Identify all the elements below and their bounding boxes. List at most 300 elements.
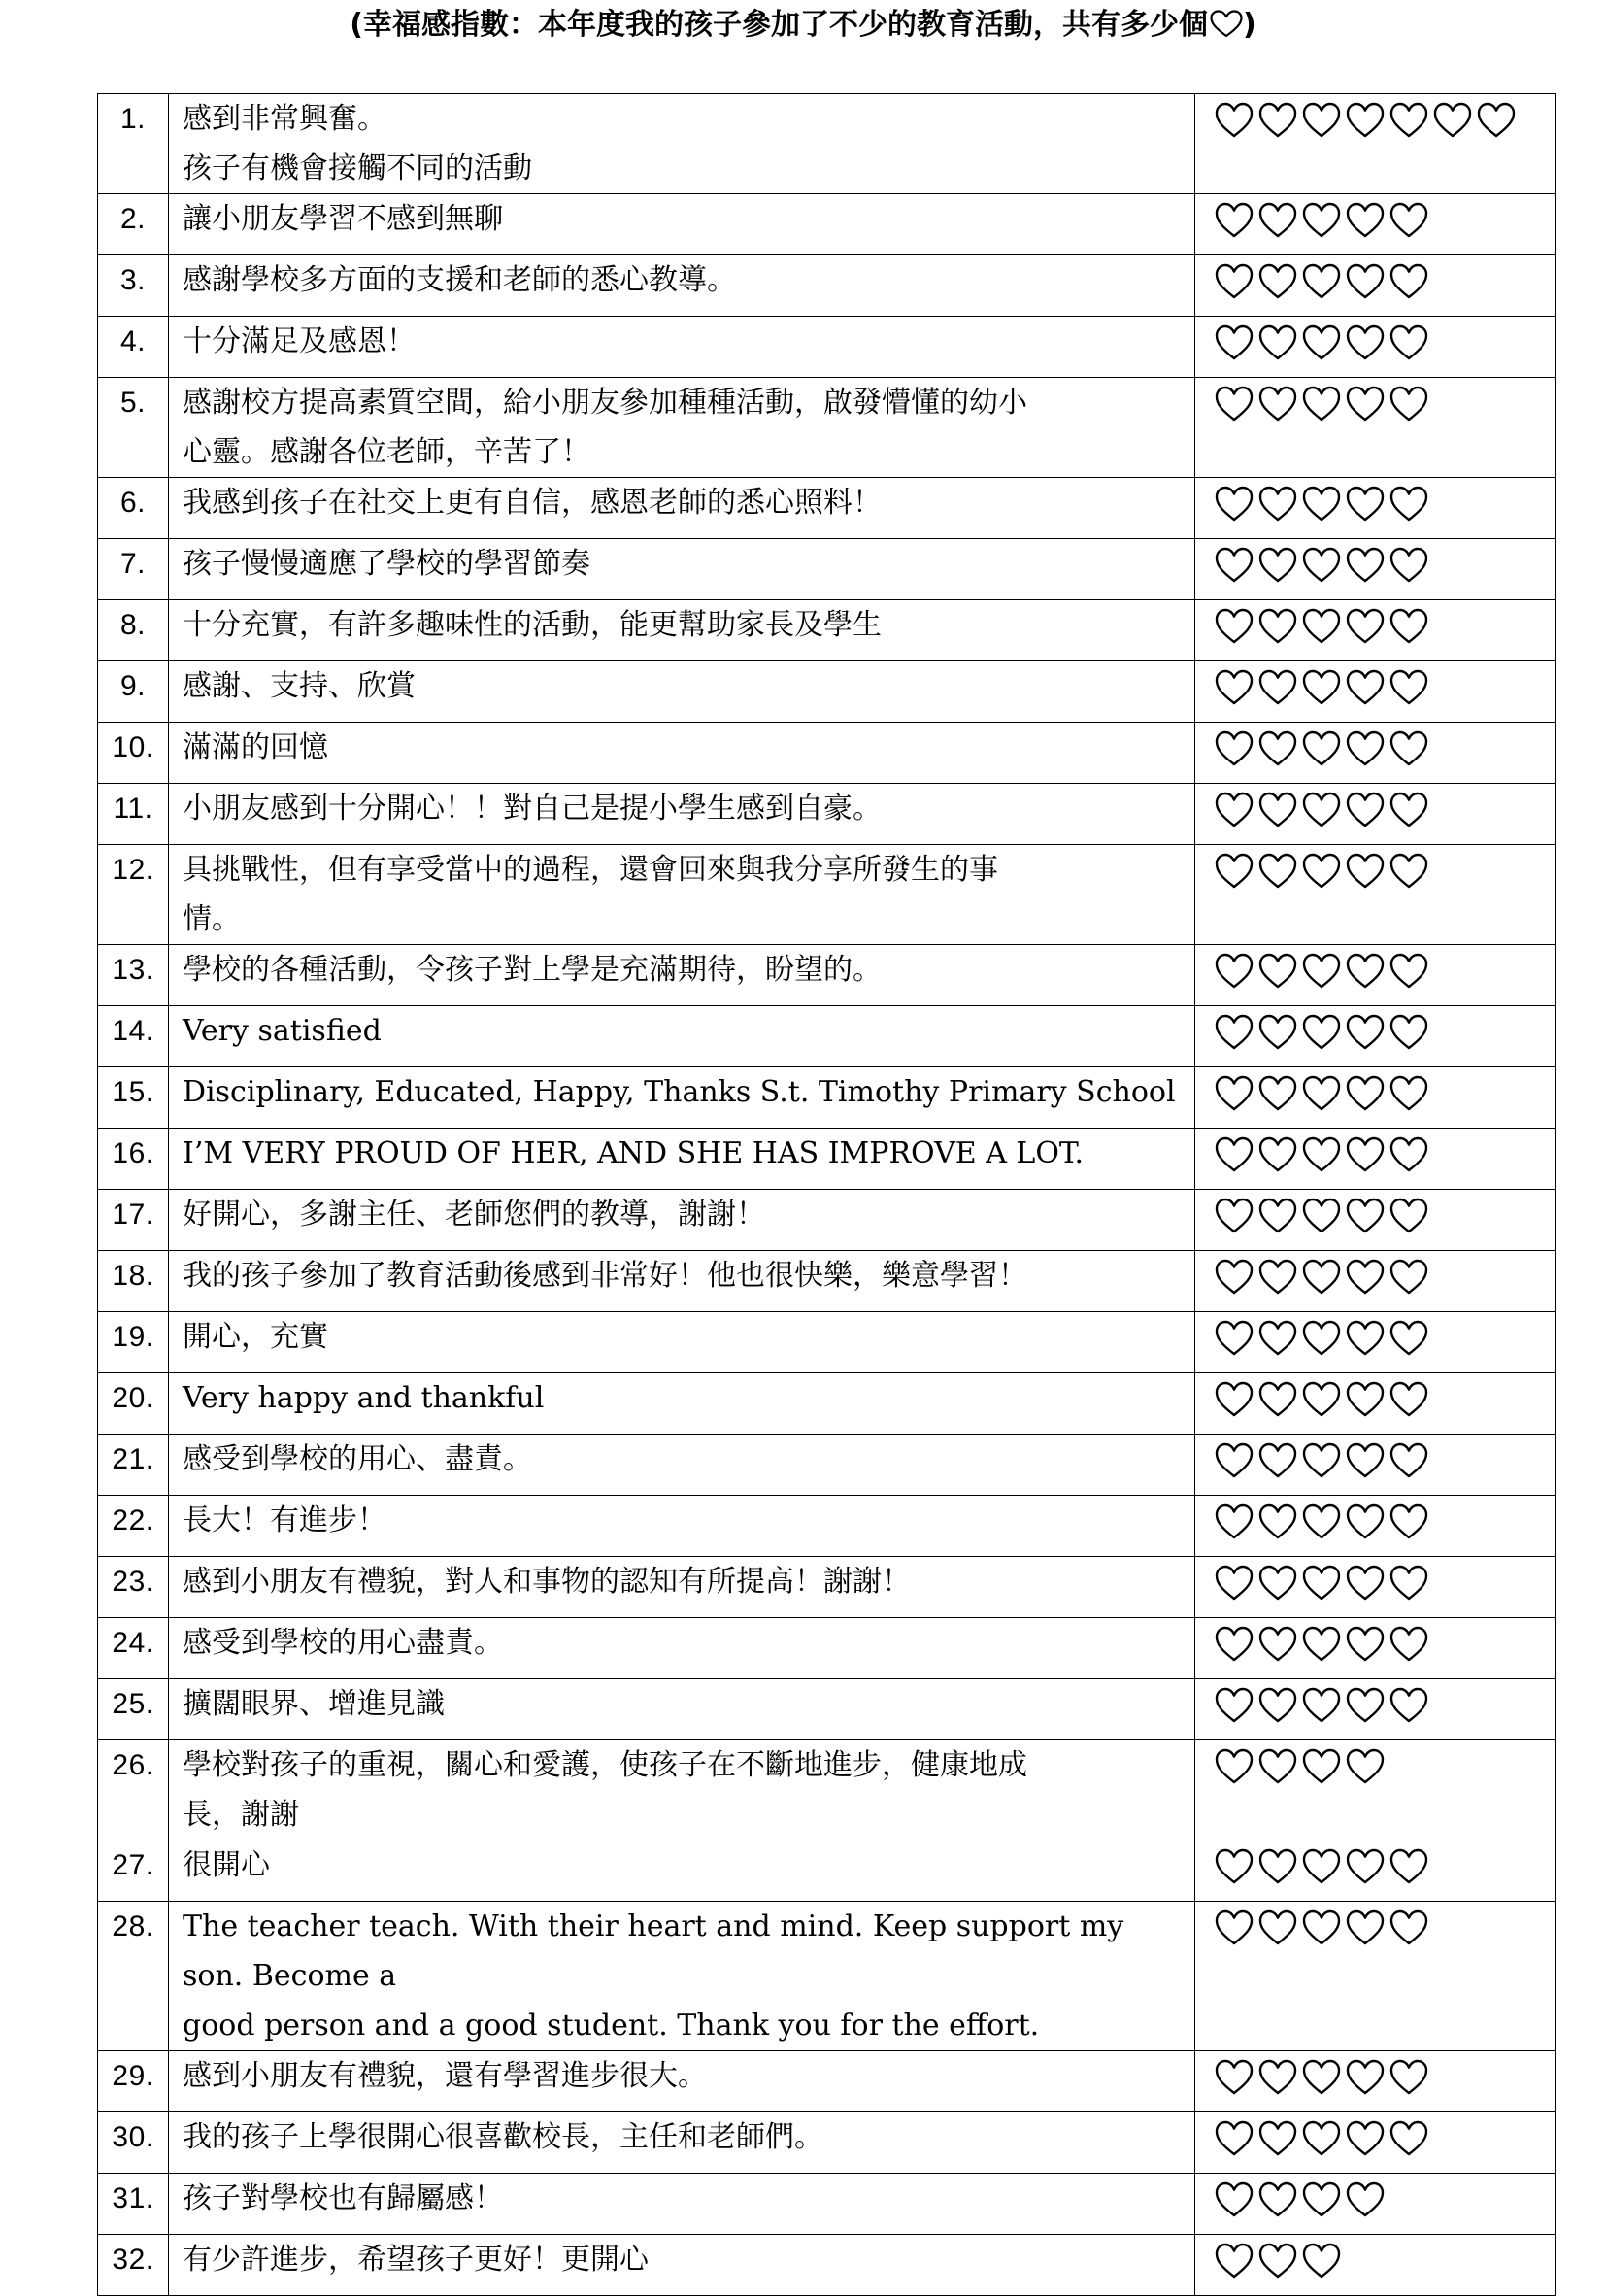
table-row (98, 661, 1556, 723)
comment-cell (169, 1312, 1195, 1373)
row-number: 7. (98, 539, 169, 600)
heart-icon (1302, 1381, 1341, 1418)
hearts-cell (1195, 1557, 1556, 1618)
heart-icon (1258, 953, 1297, 990)
row-number: 14. (98, 1006, 169, 1067)
hearts-cell (1195, 1129, 1556, 1190)
heart-icon (1346, 792, 1385, 828)
heart-icon (1258, 1503, 1297, 1540)
heart-icon (1258, 102, 1297, 139)
heart-icon (1346, 1381, 1385, 1418)
heart-icon (1215, 1381, 1254, 1418)
heart-icon (1258, 2059, 1297, 2096)
table-row (98, 1740, 1556, 1840)
hearts-cell (1195, 845, 1556, 945)
table-row (98, 1190, 1556, 1251)
comment-line: 感謝學校多方面的支援和老師的悉心教導。 (183, 263, 736, 297)
heart-icon (1302, 324, 1341, 361)
heart-icon (1258, 324, 1297, 361)
table-row (98, 378, 1556, 478)
hearts-cell (1195, 2051, 1556, 2112)
heart-icon (1389, 1381, 1428, 1418)
heart-icon (1389, 386, 1428, 422)
heart-icon (1389, 1136, 1428, 1173)
heart-icon (1346, 2120, 1385, 2157)
heart-icon (1346, 669, 1385, 706)
heart-icon (1215, 953, 1254, 990)
comment-cell (169, 194, 1195, 255)
heart-icon (1389, 669, 1428, 706)
comment-line: 感到小朋友有禮貌，還有學習進步很大。 (183, 2059, 707, 2093)
title-text: (幸福感指數：本年度我的孩子參加了不少的教育活動，共有多少個 (350, 8, 1208, 42)
heart-icon (1258, 1626, 1297, 1663)
row-number: 27. (98, 1840, 169, 1902)
heart-icon (1346, 1442, 1385, 1479)
comment-line: 十分充實，有許多趣味性的活動，能更幫助家長及學生 (183, 608, 882, 642)
table-row (98, 1129, 1556, 1190)
heart-icon (1302, 2059, 1341, 2096)
comment-cell (169, 1557, 1195, 1618)
comment-line: 我感到孩子在社交上更有自信，感恩老師的悉心照料！ (183, 486, 882, 520)
table-row (98, 2174, 1556, 2235)
heart-icon (1302, 1848, 1341, 1885)
hearts-cell (1195, 661, 1556, 723)
heart-icon (1302, 853, 1341, 890)
heart-icon (1389, 1014, 1428, 1051)
heart-icon (1210, 10, 1243, 50)
heart-icon (1389, 792, 1428, 828)
heart-icon (1302, 547, 1341, 584)
heart-icon (1215, 2243, 1254, 2279)
comment-cell (169, 378, 1195, 478)
heart-icon (1215, 1136, 1254, 1173)
heart-icon (1302, 263, 1341, 300)
row-number: 15. (98, 1067, 169, 1129)
hearts-cell (1195, 194, 1556, 255)
heart-icon (1389, 608, 1428, 645)
comment-line: 感到小朋友有禮貌，對人和事物的認知有所提高！謝謝！ (183, 1565, 911, 1599)
heart-icon (1302, 1909, 1341, 1946)
heart-icon (1346, 1748, 1385, 1785)
heart-icon (1302, 1136, 1341, 1173)
comment-line: 感受到學校的用心盡責。 (183, 1626, 503, 1660)
comment-line: Very satisfied (183, 1014, 382, 1048)
heart-icon (1258, 608, 1297, 645)
heart-icon (1215, 1626, 1254, 1663)
comment-cell (169, 661, 1195, 723)
heart-icon (1258, 486, 1297, 523)
comment-cell (169, 1129, 1195, 1190)
table-row (98, 1067, 1556, 1129)
heart-icon (1389, 486, 1428, 523)
table-row (98, 1006, 1556, 1067)
row-number: 16. (98, 1129, 169, 1190)
hearts-cell (1195, 94, 1556, 194)
heart-icon (1389, 324, 1428, 361)
heart-icon (1389, 1848, 1428, 1885)
heart-icon (1302, 2181, 1341, 2218)
comment-cell (169, 2174, 1195, 2235)
heart-icon (1389, 1259, 1428, 1296)
hearts-cell (1195, 2235, 1556, 2296)
hearts-cell (1195, 1312, 1556, 1373)
heart-icon (1302, 1075, 1341, 1112)
row-number: 1. (98, 94, 169, 194)
heart-icon (1302, 1748, 1341, 1785)
comment-cell (169, 945, 1195, 1006)
heart-icon (1258, 1014, 1297, 1051)
heart-icon (1302, 486, 1341, 523)
heart-icon (1215, 547, 1254, 584)
heart-icon (1258, 1381, 1297, 1418)
heart-icon (1302, 1442, 1341, 1479)
heart-icon (1346, 102, 1385, 139)
hearts-cell (1195, 255, 1556, 317)
heart-icon (1302, 1014, 1341, 1051)
heart-icon (1433, 102, 1472, 139)
table-row (98, 784, 1556, 845)
comment-line: good person and a good student. Thank you for the effort. (183, 2009, 1040, 2043)
row-number: 32. (98, 2235, 169, 2296)
heart-icon (1346, 953, 1385, 990)
row-number: 10. (98, 723, 169, 784)
comment-line: 十分滿足及感恩！ (183, 324, 416, 358)
hearts-cell (1195, 784, 1556, 845)
row-number: 4. (98, 317, 169, 378)
row-number: 12. (98, 845, 169, 945)
table-row (98, 478, 1556, 539)
table-row (98, 723, 1556, 784)
feedback-table-body (98, 94, 1556, 2296)
comment-cell (169, 255, 1195, 317)
row-number: 31. (98, 2174, 169, 2235)
comment-cell (169, 1251, 1195, 1312)
heart-icon (1215, 1503, 1254, 1540)
comment-cell (169, 1679, 1195, 1740)
table-row (98, 1902, 1556, 2051)
row-number: 2. (98, 194, 169, 255)
heart-icon (1389, 2120, 1428, 2157)
heart-icon (1346, 1136, 1385, 1173)
table-row (98, 1251, 1556, 1312)
comment-cell (169, 1006, 1195, 1067)
comment-line: 小朋友感到十分開心！！對自己是提小學生感到自豪。 (183, 792, 882, 826)
heart-icon (1215, 1442, 1254, 1479)
heart-icon (1302, 608, 1341, 645)
heart-icon (1389, 1626, 1428, 1663)
heart-icon (1302, 669, 1341, 706)
heart-icon (1258, 1565, 1297, 1602)
heart-icon (1389, 730, 1428, 767)
comment-cell (169, 94, 1195, 194)
heart-icon (1215, 669, 1254, 706)
page-title (0, 6, 1606, 50)
heart-icon (1215, 2181, 1254, 2218)
hearts-cell (1195, 1902, 1556, 2051)
heart-icon (1302, 102, 1341, 139)
comment-line: 好開心，多謝主任、老師您們的教導，謝謝！ (183, 1198, 765, 1232)
hearts-cell (1195, 478, 1556, 539)
heart-icon (1346, 1909, 1385, 1946)
row-number: 11. (98, 784, 169, 845)
comment-cell (169, 1496, 1195, 1557)
heart-icon (1215, 608, 1254, 645)
row-number: 23. (98, 1557, 169, 1618)
comment-line: Very happy and thankful (183, 1381, 545, 1415)
heart-icon (1215, 102, 1254, 139)
hearts-cell (1195, 1251, 1556, 1312)
heart-icon (1346, 1687, 1385, 1724)
comment-cell (169, 784, 1195, 845)
heart-icon (1389, 1442, 1428, 1479)
heart-icon (1389, 953, 1428, 990)
heart-icon (1302, 953, 1341, 990)
hearts-cell (1195, 600, 1556, 661)
comment-line: 孩子慢慢適應了學校的學習節奏 (183, 547, 590, 581)
comment-line: 情。 (183, 902, 241, 936)
row-number: 13. (98, 945, 169, 1006)
comment-cell (169, 478, 1195, 539)
row-number: 6. (98, 478, 169, 539)
comment-line: 心靈。感謝各位老師，辛苦了！ (183, 435, 590, 469)
comment-line: 我的孩子上學很開心很喜歡校長，主任和老師們。 (183, 2120, 823, 2154)
heart-icon (1258, 1748, 1297, 1785)
comment-line: 我的孩子參加了教育活動後感到非常好！他也很快樂，樂意學習！ (183, 1259, 1027, 1293)
heart-icon (1258, 1136, 1297, 1173)
row-number: 25. (98, 1679, 169, 1740)
row-number: 24. (98, 1618, 169, 1679)
heart-icon (1302, 1259, 1341, 1296)
comment-line: 感謝校方提高素質空間，給小朋友參加種種活動，啟發懵懂的幼小 (183, 386, 1027, 420)
hearts-cell (1195, 723, 1556, 784)
heart-icon (1215, 1848, 1254, 1885)
comment-line: The teacher teach. With their heart and mind. Keep support my son. Become a (183, 1909, 1124, 1993)
heart-icon (1346, 202, 1385, 239)
heart-icon (1389, 263, 1428, 300)
heart-icon (1346, 2059, 1385, 2096)
comment-line: 滿滿的回憶 (183, 730, 328, 764)
heart-icon (1346, 853, 1385, 890)
heart-icon (1346, 1565, 1385, 1602)
heart-icon (1389, 1565, 1428, 1602)
comment-cell (169, 600, 1195, 661)
table-row (98, 94, 1556, 194)
heart-icon (1346, 1075, 1385, 1112)
row-number: 26. (98, 1740, 169, 1840)
heart-icon (1346, 1198, 1385, 1234)
comment-line: 感到非常興奮。 (183, 102, 386, 136)
heart-icon (1389, 1320, 1428, 1357)
hearts-cell (1195, 1435, 1556, 1496)
heart-icon (1215, 486, 1254, 523)
heart-icon (1346, 263, 1385, 300)
heart-icon (1215, 2120, 1254, 2157)
heart-icon (1302, 2120, 1341, 2157)
comment-line: 學校的各種活動，令孩子對上學是充滿期待，盼望的。 (183, 953, 882, 987)
heart-icon (1389, 853, 1428, 890)
heart-icon (1258, 1320, 1297, 1357)
heart-icon (1302, 1503, 1341, 1540)
heart-icon (1302, 730, 1341, 767)
heart-icon (1215, 1565, 1254, 1602)
heart-icon (1389, 1503, 1428, 1540)
table-row (98, 845, 1556, 945)
heart-icon (1302, 1626, 1341, 1663)
heart-icon (1389, 2059, 1428, 2096)
heart-icon (1346, 2181, 1385, 2218)
hearts-cell (1195, 1373, 1556, 1435)
comment-cell (169, 1190, 1195, 1251)
hearts-cell (1195, 539, 1556, 600)
comment-line: 擴闊眼界、增進見識 (183, 1687, 445, 1721)
comment-line: 學校對孩子的重視，關心和愛護，使孩子在不斷地進步，健康地成 (183, 1748, 1027, 1782)
heart-icon (1389, 1687, 1428, 1724)
heart-icon (1215, 853, 1254, 890)
heart-icon (1302, 792, 1341, 828)
comment-line: 長，謝謝 (183, 1798, 299, 1832)
heart-icon (1346, 1320, 1385, 1357)
heart-icon (1258, 1848, 1297, 1885)
comment-line: 感謝、支持、欣賞 (183, 669, 416, 703)
heart-icon (1302, 1320, 1341, 1357)
heart-icon (1215, 1075, 1254, 1112)
heart-icon (1258, 1442, 1297, 1479)
table-row (98, 1312, 1556, 1373)
heart-icon (1302, 386, 1341, 422)
comment-line: 孩子有機會接觸不同的活動 (183, 152, 532, 186)
heart-icon (1346, 1014, 1385, 1051)
row-number: 29. (98, 2051, 169, 2112)
hearts-cell (1195, 1840, 1556, 1902)
comment-cell (169, 1618, 1195, 1679)
heart-icon (1215, 1748, 1254, 1785)
heart-icon (1346, 608, 1385, 645)
row-number: 19. (98, 1312, 169, 1373)
heart-icon (1389, 1075, 1428, 1112)
table-row (98, 255, 1556, 317)
heart-icon (1258, 2181, 1297, 2218)
heart-icon (1258, 2243, 1297, 2279)
heart-icon (1215, 386, 1254, 422)
hearts-cell (1195, 945, 1556, 1006)
heart-icon (1302, 1565, 1341, 1602)
heart-icon (1258, 1687, 1297, 1724)
heart-icon (1258, 2120, 1297, 2157)
comment-cell (169, 1067, 1195, 1129)
comment-line: 長大！有進步！ (183, 1503, 386, 1537)
row-number: 28. (98, 1902, 169, 2051)
heart-icon (1346, 1848, 1385, 1885)
row-number: 22. (98, 1496, 169, 1557)
table-row (98, 194, 1556, 255)
heart-icon (1258, 730, 1297, 767)
row-number: 18. (98, 1251, 169, 1312)
comment-line: Disciplinary, Educated, Happy, Thanks S.t. Timothy Primary School (183, 1075, 1176, 1109)
heart-icon (1215, 324, 1254, 361)
hearts-cell (1195, 1496, 1556, 1557)
hearts-cell (1195, 1618, 1556, 1679)
heart-icon (1258, 1075, 1297, 1112)
table-row (98, 2112, 1556, 2174)
hearts-cell (1195, 1190, 1556, 1251)
table-row (98, 539, 1556, 600)
hearts-cell (1195, 317, 1556, 378)
heart-icon (1215, 1909, 1254, 1946)
heart-icon (1215, 730, 1254, 767)
row-number: 5. (98, 378, 169, 478)
comment-cell (169, 845, 1195, 945)
comment-cell (169, 1740, 1195, 1840)
comment-cell (169, 723, 1195, 784)
heart-icon (1215, 1014, 1254, 1051)
heart-icon (1258, 792, 1297, 828)
heart-icon (1258, 386, 1297, 422)
heart-icon (1389, 547, 1428, 584)
heart-icon (1215, 1198, 1254, 1234)
table-row (98, 1679, 1556, 1740)
heart-icon (1389, 1198, 1428, 1234)
heart-icon (1215, 1320, 1254, 1357)
heart-icon (1346, 547, 1385, 584)
heart-icon (1215, 263, 1254, 300)
table-row (98, 945, 1556, 1006)
heart-icon (1389, 202, 1428, 239)
table-row (98, 1618, 1556, 1679)
row-number: 3. (98, 255, 169, 317)
comment-line: 感受到學校的用心、盡責。 (183, 1442, 532, 1476)
comment-cell (169, 1435, 1195, 1496)
hearts-cell (1195, 1740, 1556, 1840)
heart-icon (1215, 792, 1254, 828)
row-number: 20. (98, 1373, 169, 1435)
comment-line: 有少許進步，希望孩子更好！更開心 (183, 2243, 649, 2277)
heart-icon (1346, 730, 1385, 767)
heart-icon (1258, 1198, 1297, 1234)
comment-cell (169, 317, 1195, 378)
heart-icon (1346, 486, 1385, 523)
heart-icon (1346, 1503, 1385, 1540)
heart-icon (1215, 2059, 1254, 2096)
heart-icon (1215, 1259, 1254, 1296)
comment-line: 孩子對學校也有歸屬感！ (183, 2181, 503, 2215)
heart-icon (1258, 202, 1297, 239)
comment-cell (169, 1840, 1195, 1902)
hearts-cell (1195, 1006, 1556, 1067)
heart-icon (1346, 386, 1385, 422)
comment-cell (169, 1373, 1195, 1435)
heart-icon (1215, 202, 1254, 239)
heart-icon (1346, 324, 1385, 361)
heart-icon (1258, 853, 1297, 890)
hearts-cell (1195, 2174, 1556, 2235)
table-row (98, 317, 1556, 378)
table-row (98, 1557, 1556, 1618)
comment-cell (169, 539, 1195, 600)
comment-line: 具挑戰性，但有享受當中的過程，還會回來與我分享所發生的事 (183, 853, 998, 887)
title-suffix: ) (1243, 8, 1256, 42)
comment-line: 開心，充實 (183, 1320, 328, 1354)
comment-line: 很開心 (183, 1848, 270, 1882)
heart-icon (1302, 202, 1341, 239)
row-number: 9. (98, 661, 169, 723)
heart-icon (1258, 669, 1297, 706)
heart-icon (1346, 1259, 1385, 1296)
row-number: 8. (98, 600, 169, 661)
heart-icon (1477, 102, 1516, 139)
table-row (98, 600, 1556, 661)
table-row (98, 2051, 1556, 2112)
table-row (98, 1373, 1556, 1435)
